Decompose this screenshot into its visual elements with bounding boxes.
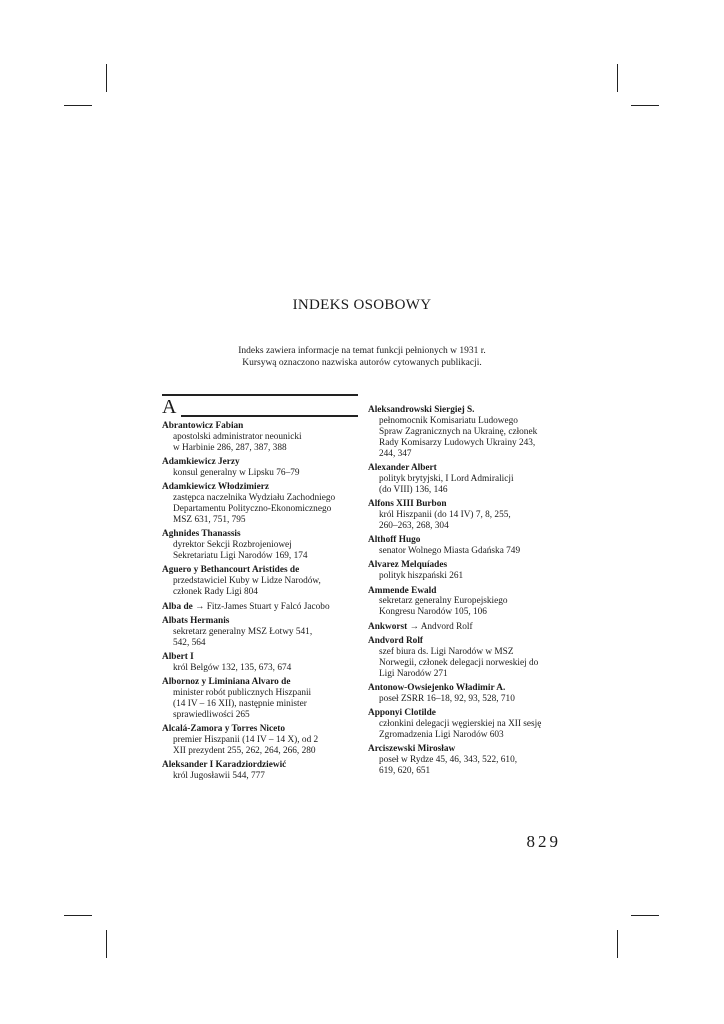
entry-name-line [162,482,358,493]
entry-description: senator Wolnego Miasta Gdańska 749 [379,546,521,557]
entry-name-line [368,636,564,647]
cross-reference: → Fitz-James Stuart y Falcó Jacobo [192,601,330,612]
entry-name-line [368,463,564,474]
index-entry [162,421,358,454]
index-entry [162,616,358,649]
index-column-right [368,405,564,780]
entry-name-line [162,652,358,663]
index-entry [162,565,358,598]
entry-name: Alvarez Melquíades [368,560,448,571]
entry-description: minister robót publicznych Hiszpanii (14 IV – 16 XII), następnie minister sprawiedliwości 265 [173,688,312,720]
entry-name: Alexander Albert [368,462,437,473]
index-entry [368,560,564,582]
entry-name: Ankworst [368,621,408,632]
crop-mark [617,930,618,958]
index-entry [368,535,564,557]
index-entry [162,652,358,674]
entry-description: król Hiszpanii (do 14 IV) 7, 8, 255, 260–263, 268, 304 [379,509,511,531]
entry-name-line [368,535,564,546]
index-entry [162,529,358,562]
index-entry [368,586,564,619]
index-entry [368,683,564,705]
index-entry [162,724,358,757]
entry-name: Alcalá-Zamora y Torres Niceto [162,724,285,735]
entry-name-line [162,602,358,613]
entry-description: premier Hiszpanii (14 IV – 14 X), od 2 XII prezydent 255, 262, 264, 266, 280 [173,735,319,756]
entry-name-line [368,560,564,571]
crop-mark [106,930,107,958]
entry-name: Arciszewski Mirosław [368,744,456,755]
index-entry [162,677,358,721]
entry-description: konsul generalny w Lipsku 76–79 [173,468,300,479]
entry-name-line [368,708,564,719]
entry-description: poseł w Rydze 45, 46, 343, 522, 610, 619, 620, 651 [379,755,518,777]
entry-description: sekretarz generalny Europejskiego Kongresu Narodów 105, 106 [379,596,508,618]
intro-line: Indeks zawiera informacje na temat funkcji pełnionych w 1931 r. [238,346,486,356]
index-entry [368,405,564,460]
entry-description: polityk hiszpański 261 [379,571,464,582]
index-entry [368,622,564,633]
entry-name: Aleksander I Karadziordziewić [162,760,287,771]
entry-name: Aguero y Bethancourt Aristides de [162,565,300,576]
heading-rule [162,394,358,396]
entry-description: poseł ZSRR 16–18, 92, 93, 528, 710 [379,693,515,704]
entry-name: Aleksandrowski Siergiej S. [368,405,475,415]
crop-mark [64,105,92,106]
cross-reference: → Andvord Rolf [407,621,473,632]
entry-name: Adamkiewicz Włodzimierz [162,482,269,493]
entry-name-line [368,499,564,510]
crop-mark [631,915,659,916]
index-entry [368,636,564,680]
index-entry-list [368,405,564,777]
entry-name-line [162,421,358,432]
entry-name-line [162,457,358,468]
entry-name: Alba de [162,601,193,612]
page-title: INDEKS OSOBOWY [292,297,432,313]
index-entry [162,457,358,479]
crop-mark [106,64,107,92]
entry-name: Albert I [162,651,194,662]
entry-description: szef biura ds. Ligi Narodów w MSZ Norwegii, członek delegacji norweskiej do Ligi Narodów 271 [379,646,539,679]
entry-description: członkini delegacji węgierskiej na XII sesję Zgromadzenia Ligi Narodów 603 [379,719,542,740]
index-entry [368,499,564,532]
intro-line: Kursywą oznaczono nazwiska autorów cytowanych publikacji. [242,358,482,368]
entry-description: dyrektor Sekcji Rozbrojeniowej Sekretariatu Ligi Narodów 169, 174 [173,540,308,562]
entry-name: Apponyi Clotilde [368,708,436,719]
index-entry [368,708,564,741]
section-letter: A [162,396,177,418]
entry-name-line [368,586,564,597]
entry-description: apostolski administrator neounicki w Harbinie 286, 287, 387, 388 [173,431,302,453]
entry-name-line [162,677,358,688]
entry-name-line [162,724,358,735]
entry-name-line [368,744,564,755]
entry-name-line [162,565,358,576]
intro-text [0,345,724,369]
entry-description: sekretarz generalny MSZ Łotwy 541, 542, 564 [173,626,313,648]
entry-name: Andvord Rolf [368,635,424,646]
entry-name: Ammende Ewald [368,585,437,596]
index-entry [368,463,564,496]
index-column-left [162,394,358,785]
index-entry [162,760,358,782]
crop-mark [617,64,618,92]
entry-name: Albats Hermanis [162,615,230,626]
entry-name: Antonow-Owsiejenko Władimir A. [368,682,506,693]
entry-description: polityk brytyjski, I Lord Admiralicji (do VIII) 136, 146 [379,473,514,495]
entry-description: pełnomocnik Komisariatu Ludowego Spraw Zagranicznych na Ukrainę, członek Rady Komisarzy Ludowych Ukrainy 243, 244, 347 [379,415,538,459]
entry-name: Abrantowicz Fabian [162,421,244,431]
page-number: 829 [526,832,561,851]
entry-description: król Belgów 132, 135, 673, 674 [173,662,292,673]
letter-rule [181,415,358,417]
index-entry [162,602,358,613]
entry-name: Aghnides Thanassis [162,529,241,540]
entry-name: Alfons XIII Burbon [368,499,447,510]
crop-mark [631,105,659,106]
entry-name-line [162,616,358,627]
letter-heading [162,394,358,419]
entry-description: zastępca naczelnika Wydziału Zachodniego Departamentu Polityczno-Ekonomicznego MSZ 631, 751, 795 [173,493,336,526]
index-entry [368,744,564,777]
index-entry [162,482,358,526]
entry-name-line [368,683,564,694]
entry-name: Althoff Hugo [368,535,421,546]
crop-mark [64,915,92,916]
entry-name-line [162,760,358,771]
entry-description: król Jugosławii 544, 777 [173,771,265,782]
entry-description: przedstawiciel Kuby w Lidze Narodów, członek Rady Ligi 804 [173,576,321,598]
index-entry-list [162,421,358,782]
entry-name-line [162,529,358,540]
entry-name: Adamkiewicz Jerzy [162,457,240,468]
entry-name: Albornoz y Liminiana Alvaro de [162,677,291,688]
entry-name-line [368,622,564,633]
entry-name-line [368,405,564,416]
